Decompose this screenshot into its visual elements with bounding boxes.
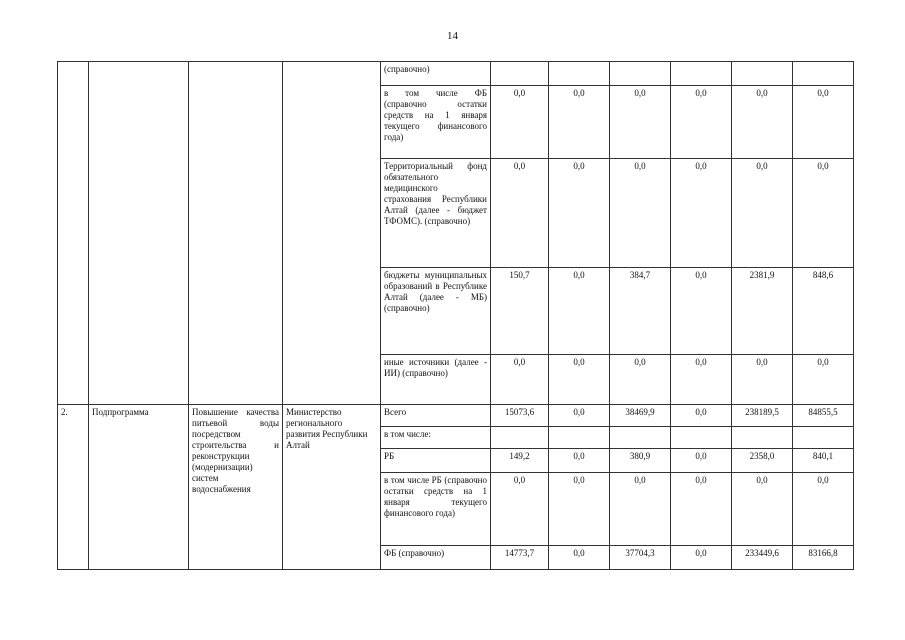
table-row: [58, 62, 854, 86]
value-cell: 840,1: [793, 449, 854, 473]
value-cell: 0,0: [549, 405, 610, 427]
type-cell-continued: [89, 62, 189, 405]
source-cell: РБ: [381, 449, 491, 473]
value-cell: 0,0: [610, 86, 671, 159]
value-cell: 384,7: [610, 268, 671, 355]
value-cell: 14773,7: [491, 546, 549, 570]
value-cell: [491, 62, 549, 86]
value-cell: [671, 62, 732, 86]
value-cell: 0,0: [549, 473, 610, 546]
source-cell: бюджеты муниципальных образований в Республике Алтай (далее - МБ) (справочно): [381, 268, 491, 355]
value-cell: 0,0: [610, 473, 671, 546]
value-cell: 0,0: [671, 546, 732, 570]
value-cell: [793, 62, 854, 86]
value-cell: 15073,6: [491, 405, 549, 427]
value-cell: 233449,6: [732, 546, 793, 570]
value-cell: 0,0: [671, 86, 732, 159]
source-cell: в том числе:: [381, 427, 491, 449]
value-cell: 2358,0: [732, 449, 793, 473]
value-cell: 0,0: [610, 159, 671, 268]
value-cell: 0,0: [793, 473, 854, 546]
value-cell: 0,0: [793, 86, 854, 159]
value-cell: [549, 427, 610, 449]
subprogram-number: 2.: [58, 405, 89, 570]
value-cell: [671, 427, 732, 449]
value-cell: 0,0: [671, 159, 732, 268]
value-cell: 0,0: [549, 86, 610, 159]
source-cell: иные источники (далее - ИИ) (справочно): [381, 355, 491, 405]
value-cell: [732, 62, 793, 86]
value-cell: 0,0: [732, 86, 793, 159]
value-cell: 0,0: [549, 268, 610, 355]
table-row: [58, 405, 854, 427]
value-cell: 238189,5: [732, 405, 793, 427]
value-cell: 0,0: [610, 355, 671, 405]
value-cell: 0,0: [671, 268, 732, 355]
value-cell: 0,0: [793, 159, 854, 268]
source-cell: в том числе РБ (справочно остатки средств на 1 января текущего финансового года): [381, 473, 491, 546]
value-cell: 0,0: [491, 86, 549, 159]
source-cell: Территориальный фонд обязательного медицинского страхования Республики Алтай (далее - бюджет ТФОМС). (справочно): [381, 159, 491, 268]
value-cell: 0,0: [671, 405, 732, 427]
value-cell: 0,0: [671, 473, 732, 546]
value-cell: 0,0: [793, 355, 854, 405]
value-cell: 0,0: [549, 159, 610, 268]
subprogram-type: Подпрограмма: [89, 405, 189, 570]
subprogram-name: Повышение качества питьевой воды посредством строительства и реконструкции (модернизации) систем водоснабжения: [189, 405, 283, 570]
value-cell: 83166,8: [793, 546, 854, 570]
source-cell: Всего: [381, 405, 491, 427]
value-cell: 0,0: [549, 546, 610, 570]
value-cell: 37704,3: [610, 546, 671, 570]
value-cell: 149,2: [491, 449, 549, 473]
value-cell: 0,0: [671, 449, 732, 473]
value-cell: [610, 62, 671, 86]
source-cell: в том числе ФБ (справочно остатки средств на 1 января текущего финансового года): [381, 86, 491, 159]
value-cell: [549, 62, 610, 86]
value-cell: 0,0: [732, 355, 793, 405]
value-cell: 150,7: [491, 268, 549, 355]
value-cell: 84855,5: [793, 405, 854, 427]
value-cell: [732, 427, 793, 449]
value-cell: 848,6: [793, 268, 854, 355]
value-cell: 0,0: [491, 159, 549, 268]
value-cell: 2381,9: [732, 268, 793, 355]
value-cell: 0,0: [491, 473, 549, 546]
value-cell: [491, 427, 549, 449]
value-cell: 0,0: [549, 355, 610, 405]
value-cell: 38469,9: [610, 405, 671, 427]
source-cell: (справочно): [381, 62, 491, 86]
subprogram-executor: Министерство регионального развития Республики Алтай: [283, 405, 381, 570]
name-cell-continued: [189, 62, 283, 405]
value-cell: [793, 427, 854, 449]
value-cell: 0,0: [549, 449, 610, 473]
value-cell: 0,0: [491, 355, 549, 405]
budget-table: [57, 61, 854, 570]
value-cell: 0,0: [671, 355, 732, 405]
value-cell: 0,0: [732, 473, 793, 546]
value-cell: 0,0: [732, 159, 793, 268]
source-cell: ФБ (справочно): [381, 546, 491, 570]
executor-cell-continued: [283, 62, 381, 405]
number-cell-continued: [58, 62, 89, 405]
value-cell: 380,9: [610, 449, 671, 473]
value-cell: [610, 427, 671, 449]
page-number: 14: [447, 30, 458, 42]
